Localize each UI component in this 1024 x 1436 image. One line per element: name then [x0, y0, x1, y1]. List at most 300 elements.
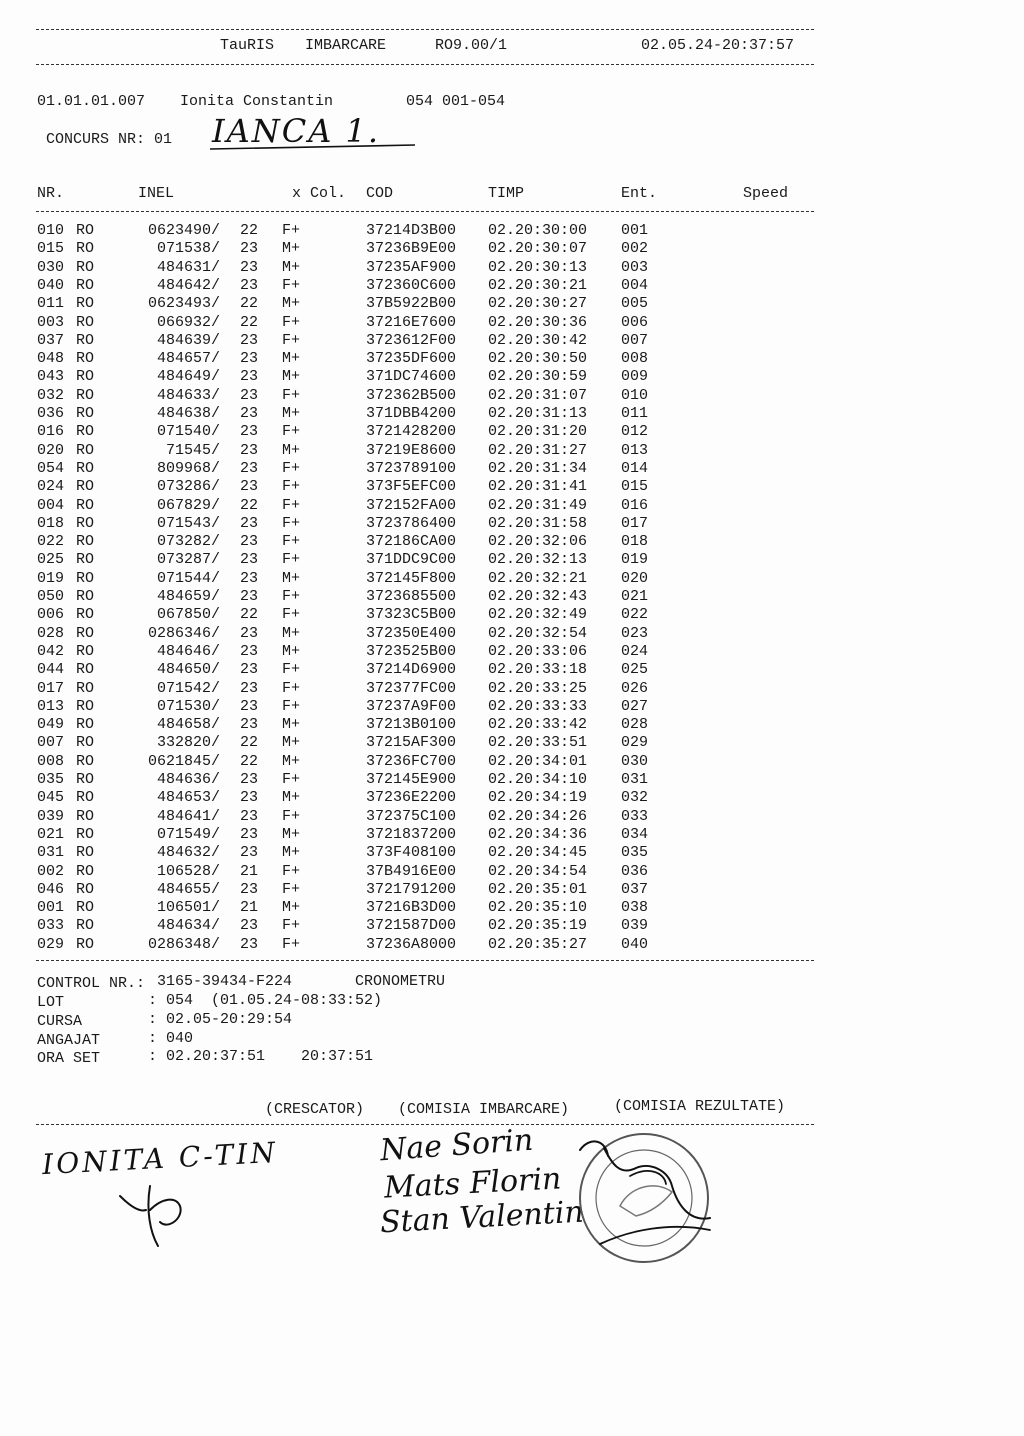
cell-year: 23: [240, 771, 259, 788]
cell-sex: F+: [282, 588, 301, 605]
cell-year: 22: [240, 496, 259, 514]
cell-ent: 011: [621, 405, 649, 422]
cell-cod: 372152FA00: [366, 496, 457, 514]
cell-year: 23: [240, 825, 259, 843]
cell-year: 23: [240, 258, 259, 276]
cell-year: 22: [240, 606, 259, 624]
version: RO9.00/1: [435, 37, 508, 54]
cell-cod: 372362B500: [366, 386, 457, 404]
cell-cod: 372350E400: [366, 624, 457, 642]
cell-country: RO: [76, 496, 95, 514]
cell-timp: 02.20:33:25: [488, 679, 588, 697]
cell-sex: F+: [282, 222, 301, 239]
cell-inel: 809968/: [156, 459, 220, 477]
cell-sex: F+: [282, 459, 301, 477]
cell-ent: 022: [621, 606, 649, 624]
concurs-label: CONCURS NR: 01: [46, 131, 173, 148]
cell-inel: 484655/: [156, 880, 220, 898]
cell-cod: 3723789100: [366, 459, 457, 477]
cell-ent: 001: [621, 222, 649, 239]
cell-country: RO: [76, 295, 95, 313]
cell-inel: 484642/: [156, 276, 220, 294]
cell-cod: 372186CA00: [366, 533, 457, 551]
cell-ent: 020: [621, 569, 649, 587]
cell-sex: F+: [282, 551, 301, 569]
cell-cod: 37214D3B00: [366, 222, 457, 239]
cell-ent: 040: [621, 935, 649, 953]
cell-timp: 02.20:34:10: [488, 771, 588, 788]
cell-year: 21: [240, 899, 259, 917]
crescator-handwritten-name: IONITA C-TIN: [41, 1135, 279, 1182]
cell-timp: 02.20:35:01: [488, 880, 588, 898]
cell-year: 21: [240, 862, 259, 880]
cell-timp: 02.20:30:07: [488, 240, 588, 258]
cell-nr: 025: [37, 551, 65, 569]
cell-ent: 039: [621, 917, 649, 935]
cell-inel: 106528/: [156, 862, 220, 880]
cell-nr: 020: [37, 441, 65, 459]
cell-country: RO: [76, 789, 95, 807]
cell-cod: 37236E2200: [366, 789, 457, 807]
cell-timp: 02.20:34:19: [488, 789, 588, 807]
cell-cod: 37235DF600: [366, 350, 457, 368]
cell-inel: 484641/: [156, 807, 220, 825]
cell-sex: F+: [282, 661, 301, 679]
cell-country: RO: [76, 386, 95, 404]
crescator-label: (CRESCATOR): [265, 1101, 365, 1118]
cell-inel: 073282/: [156, 533, 220, 551]
cell-cod: 37216B3D00: [366, 899, 457, 917]
cell-ent: 028: [621, 716, 649, 734]
cell-ent: 010: [621, 386, 649, 404]
cell-inel: 332820/: [156, 734, 220, 752]
cell-cod: 3721791200: [366, 880, 457, 898]
cell-inel: 071543/: [156, 514, 220, 532]
cell-timp: 02.20:32:13: [488, 551, 588, 569]
cell-inel: 484638/: [156, 405, 220, 422]
col-x-col: x Col.: [292, 185, 347, 202]
cell-ent: 006: [621, 313, 649, 331]
cell-ent: 034: [621, 825, 649, 843]
cell-cod: 373F5EFC00: [366, 478, 457, 496]
cell-year: 23: [240, 441, 259, 459]
cell-year: 23: [240, 478, 259, 496]
fancier-name: Ionita Constantin: [180, 93, 334, 110]
cell-nr: 010: [37, 222, 65, 239]
imbarcare-signature-2: Mats Florin: [383, 1161, 563, 1206]
cell-timp: 02.20:30:21: [488, 276, 588, 294]
cell-sex: M+: [282, 789, 301, 807]
cell-sex: F+: [282, 606, 301, 624]
cell-nr: 039: [37, 807, 65, 825]
ora-set-label: ORA SET: [37, 1050, 101, 1067]
cell-ent: 037: [621, 880, 649, 898]
cell-country: RO: [76, 679, 95, 697]
cell-nr: 018: [37, 514, 65, 532]
cell-country: RO: [76, 551, 95, 569]
cell-timp: 02.20:32:06: [488, 533, 588, 551]
cell-year: 23: [240, 807, 259, 825]
cell-year: 23: [240, 661, 259, 679]
cell-country: RO: [76, 459, 95, 477]
cell-nr: 001: [37, 899, 65, 917]
cell-sex: M+: [282, 240, 301, 258]
cell-cod: 37236A8000: [366, 935, 457, 953]
cell-year: 23: [240, 844, 259, 862]
cell-inel: 0623490/: [147, 222, 220, 239]
cell-nr: 049: [37, 716, 65, 734]
cell-cod: 37236FC700: [366, 752, 457, 770]
cell-sex: M+: [282, 258, 301, 276]
cell-inel: 484634/: [156, 917, 220, 935]
cell-sex: F+: [282, 771, 301, 788]
cell-ent: 017: [621, 514, 649, 532]
cell-country: RO: [76, 807, 95, 825]
cell-sex: M+: [282, 844, 301, 862]
cell-timp: 02.20:31:07: [488, 386, 588, 404]
cell-ent: 023: [621, 624, 649, 642]
cell-country: RO: [76, 331, 95, 349]
cell-nr: 022: [37, 533, 65, 551]
cell-sex: F+: [282, 423, 301, 441]
cell-inel: 071544/: [156, 569, 220, 587]
cell-nr: 016: [37, 423, 65, 441]
cell-timp: 02.20:31:27: [488, 441, 588, 459]
cell-sex: M+: [282, 716, 301, 734]
cell-year: 23: [240, 697, 259, 715]
cell-country: RO: [76, 862, 95, 880]
cell-inel: 484636/: [156, 771, 220, 788]
cursa-value: : 02.05-20:29:54: [148, 1011, 293, 1028]
comisia-rezultate-label: (COMISIA REZULTATE): [614, 1098, 786, 1115]
cell-cod: 3723525B00: [366, 642, 457, 660]
cell-ent: 009: [621, 368, 649, 386]
cell-year: 23: [240, 716, 259, 734]
cell-year: 23: [240, 642, 259, 660]
cell-nr: 003: [37, 313, 65, 331]
cell-timp: 02.20:31:41: [488, 478, 588, 496]
col-ent: Ent.: [621, 185, 658, 202]
cell-inel: 073286/: [156, 478, 220, 496]
cell-nr: 013: [37, 697, 65, 715]
app-name: TauRIS: [220, 37, 275, 54]
concurs-handwritten-location: IANCA 1.: [212, 112, 381, 150]
cell-inel: 066932/: [156, 313, 220, 331]
comisia-imbarcare-label: (COMISIA IMBARCARE): [398, 1101, 570, 1118]
cell-country: RO: [76, 240, 95, 258]
cell-nr: 040: [37, 276, 65, 294]
cell-ent: 038: [621, 899, 649, 917]
cell-ent: 003: [621, 258, 649, 276]
cell-year: 23: [240, 423, 259, 441]
cell-year: 22: [240, 734, 259, 752]
cell-country: RO: [76, 917, 95, 935]
cell-inel: 484658/: [156, 716, 220, 734]
col-cod: COD: [366, 185, 394, 202]
club-stamp: [560, 1126, 730, 1276]
cell-sex: M+: [282, 569, 301, 587]
lot-value: : 054 (01.05.24-08:33:52): [148, 992, 383, 1009]
cell-nr: 029: [37, 935, 65, 953]
cell-nr: 028: [37, 624, 65, 642]
cell-sex: M+: [282, 624, 301, 642]
cell-sex: M+: [282, 368, 301, 386]
cell-inel: 484646/: [156, 642, 220, 660]
cell-sex: F+: [282, 679, 301, 697]
cell-timp: 02.20:30:50: [488, 350, 588, 368]
cell-nr: 045: [37, 789, 65, 807]
imbarcare-signature-3: Stan Valentin: [379, 1194, 585, 1241]
cell-nr: 042: [37, 642, 65, 660]
cell-timp: 02.20:33:33: [488, 697, 588, 715]
cell-timp: 02.20:32:43: [488, 588, 588, 605]
cell-nr: 006: [37, 606, 65, 624]
cell-nr: 044: [37, 661, 65, 679]
cell-timp: 02.20:32:21: [488, 569, 588, 587]
cell-ent: 012: [621, 423, 649, 441]
cell-cod: 37219E8600: [366, 441, 457, 459]
cell-country: RO: [76, 350, 95, 368]
cell-country: RO: [76, 825, 95, 843]
cell-year: 23: [240, 624, 259, 642]
cell-year: 23: [240, 588, 259, 605]
cell-inel: 484631/: [156, 258, 220, 276]
cell-country: RO: [76, 642, 95, 660]
cell-inel: 073287/: [156, 551, 220, 569]
cell-ent: 029: [621, 734, 649, 752]
cell-ent: 008: [621, 350, 649, 368]
cell-country: RO: [76, 752, 95, 770]
cell-inel: 071540/: [156, 423, 220, 441]
control-label: CONTROL NR.:: [37, 975, 146, 992]
cell-sex: M+: [282, 642, 301, 660]
cell-ent: 005: [621, 295, 649, 313]
cell-timp: 02.20:35:19: [488, 917, 588, 935]
col-timp: TIMP: [488, 185, 525, 202]
module-name: IMBARCARE: [305, 37, 387, 54]
cell-country: RO: [76, 405, 95, 422]
cell-sex: F+: [282, 697, 301, 715]
cell-sex: F+: [282, 935, 301, 953]
cell-cod: 37236B9E00: [366, 240, 457, 258]
cell-timp: 02.20:34:45: [488, 844, 588, 862]
lot-label: LOT: [37, 994, 65, 1011]
cell-year: 23: [240, 789, 259, 807]
cell-year: 23: [240, 459, 259, 477]
cell-cod: 371DBB4200: [366, 405, 457, 422]
cell-inel: 484650/: [156, 661, 220, 679]
cell-nr: 054: [37, 459, 65, 477]
cell-year: 23: [240, 917, 259, 935]
cell-inel: 067829/: [156, 496, 220, 514]
cell-nr: 033: [37, 917, 65, 935]
imbarcare-signature-1: Nae Sorin: [378, 1122, 535, 1169]
cell-country: RO: [76, 771, 95, 788]
cell-timp: 02.20:31:13: [488, 405, 588, 422]
cell-year: 23: [240, 679, 259, 697]
cell-cod: 37B4916E00: [366, 862, 457, 880]
print-timestamp: 02.05.24-20:37:57: [641, 37, 795, 54]
cell-ent: 033: [621, 807, 649, 825]
cell-cod: 3721837200: [366, 825, 457, 843]
cell-ent: 021: [621, 588, 649, 605]
angajat-label: ANGAJAT: [37, 1032, 101, 1049]
cell-sex: F+: [282, 880, 301, 898]
cell-sex: F+: [282, 496, 301, 514]
cell-cod: 372360C600: [366, 276, 457, 294]
cell-sex: M+: [282, 899, 301, 917]
cell-country: RO: [76, 441, 95, 459]
cell-year: 22: [240, 313, 259, 331]
cell-inel: 484659/: [156, 588, 220, 605]
cell-inel: 71545/: [165, 441, 220, 459]
cell-inel: 0286348/: [147, 935, 220, 953]
cell-country: RO: [76, 313, 95, 331]
cell-nr: 035: [37, 771, 65, 788]
cell-inel: 071538/: [156, 240, 220, 258]
cell-cod: 37323C5B00: [366, 606, 457, 624]
cell-country: RO: [76, 533, 95, 551]
cell-sex: F+: [282, 276, 301, 294]
cell-timp: 02.20:32:49: [488, 606, 588, 624]
control-value: 3165-39434-F224: [157, 973, 293, 990]
cell-country: RO: [76, 844, 95, 862]
cell-cod: 3721428200: [366, 423, 457, 441]
cell-ent: 013: [621, 441, 649, 459]
cell-cod: 37213B0100: [366, 716, 457, 734]
cell-country: RO: [76, 276, 95, 294]
cell-timp: 02.20:33:06: [488, 642, 588, 660]
cell-cod: 37214D6900: [366, 661, 457, 679]
cell-timp: 02.20:30:27: [488, 295, 588, 313]
cell-country: RO: [76, 935, 95, 953]
cell-ent: 025: [621, 661, 649, 679]
cell-year: 23: [240, 569, 259, 587]
col-inel: INEL: [138, 185, 175, 202]
cell-sex: F+: [282, 807, 301, 825]
cell-nr: 046: [37, 880, 65, 898]
cell-cod: 372145E900: [366, 771, 457, 788]
cell-timp: 02.20:34:01: [488, 752, 588, 770]
cell-ent: 007: [621, 331, 649, 349]
cell-nr: 024: [37, 478, 65, 496]
cell-inel: 071542/: [156, 679, 220, 697]
cell-year: 23: [240, 514, 259, 532]
cell-sex: M+: [282, 295, 301, 313]
cell-country: RO: [76, 899, 95, 917]
cell-ent: 036: [621, 862, 649, 880]
cell-year: 23: [240, 935, 259, 953]
cell-nr: 019: [37, 569, 65, 587]
cell-ent: 018: [621, 533, 649, 551]
cell-nr: 021: [37, 825, 65, 843]
cell-inel: 0623493/: [147, 295, 220, 313]
cell-timp: 02.20:34:36: [488, 825, 588, 843]
cell-cod: 371DC74600: [366, 368, 457, 386]
cell-inel: 484632/: [156, 844, 220, 862]
cell-year: 23: [240, 276, 259, 294]
cell-ent: 035: [621, 844, 649, 862]
cell-nr: 007: [37, 734, 65, 752]
cell-sex: M+: [282, 825, 301, 843]
cell-timp: 02.20:33:51: [488, 734, 588, 752]
cell-country: RO: [76, 624, 95, 642]
cell-nr: 008: [37, 752, 65, 770]
cell-country: RO: [76, 697, 95, 715]
cell-nr: 030: [37, 258, 65, 276]
lot-range: 054 001-054: [406, 93, 506, 110]
cell-inel: 484639/: [156, 331, 220, 349]
cell-inel: 0621845/: [147, 752, 220, 770]
cell-timp: 02.20:34:54: [488, 862, 588, 880]
cell-sex: F+: [282, 331, 301, 349]
cell-cod: 371DDC9C00: [366, 551, 457, 569]
cell-cod: 37235AF900: [366, 258, 457, 276]
cell-timp: 02.20:31:20: [488, 423, 588, 441]
cell-cod: 372377FC00: [366, 679, 457, 697]
cell-ent: 026: [621, 679, 649, 697]
cell-country: RO: [76, 716, 95, 734]
cell-timp: 02.20:31:34: [488, 459, 588, 477]
cell-inel: 067850/: [156, 606, 220, 624]
cell-timp: 02.20:32:54: [488, 624, 588, 642]
cell-cod: 3721587D00: [366, 917, 457, 935]
cell-ent: 032: [621, 789, 649, 807]
cell-year: 22: [240, 295, 259, 313]
cell-cod: 37215AF300: [366, 734, 457, 752]
cell-nr: 031: [37, 844, 65, 862]
cell-sex: F+: [282, 917, 301, 935]
cell-nr: 050: [37, 588, 65, 605]
cell-sex: M+: [282, 734, 301, 752]
cell-cod: 3723612F00: [366, 331, 457, 349]
cell-cod: 37237A9F00: [366, 697, 457, 715]
cell-country: RO: [76, 880, 95, 898]
fancier-code: 01.01.01.007: [37, 93, 146, 110]
cell-sex: M+: [282, 752, 301, 770]
cell-ent: 019: [621, 551, 649, 569]
cell-country: RO: [76, 569, 95, 587]
col-nr: NR.: [37, 185, 65, 202]
cell-sex: F+: [282, 514, 301, 532]
cell-country: RO: [76, 478, 95, 496]
cell-inel: 484653/: [156, 789, 220, 807]
cell-timp: 02.20:35:10: [488, 899, 588, 917]
cell-inel: 484649/: [156, 368, 220, 386]
cell-country: RO: [76, 222, 95, 239]
cell-inel: 484633/: [156, 386, 220, 404]
cell-country: RO: [76, 423, 95, 441]
cell-timp: 02.20:30:36: [488, 313, 588, 331]
cell-year: 23: [240, 350, 259, 368]
cell-country: RO: [76, 606, 95, 624]
cell-timp: 02.20:33:18: [488, 661, 588, 679]
cell-nr: 015: [37, 240, 65, 258]
cell-ent: 031: [621, 771, 649, 788]
cell-country: RO: [76, 588, 95, 605]
cell-timp: 02.20:30:13: [488, 258, 588, 276]
cell-timp: 02.20:30:42: [488, 331, 588, 349]
cell-country: RO: [76, 514, 95, 532]
cell-timp: 02.20:31:49: [488, 496, 588, 514]
col-speed: Speed: [743, 185, 789, 202]
cell-inel: 071530/: [156, 697, 220, 715]
cell-nr: 002: [37, 862, 65, 880]
cell-sex: M+: [282, 405, 301, 422]
cell-cod: 373F408100: [366, 844, 457, 862]
cell-sex: M+: [282, 441, 301, 459]
cell-ent: 027: [621, 697, 649, 715]
